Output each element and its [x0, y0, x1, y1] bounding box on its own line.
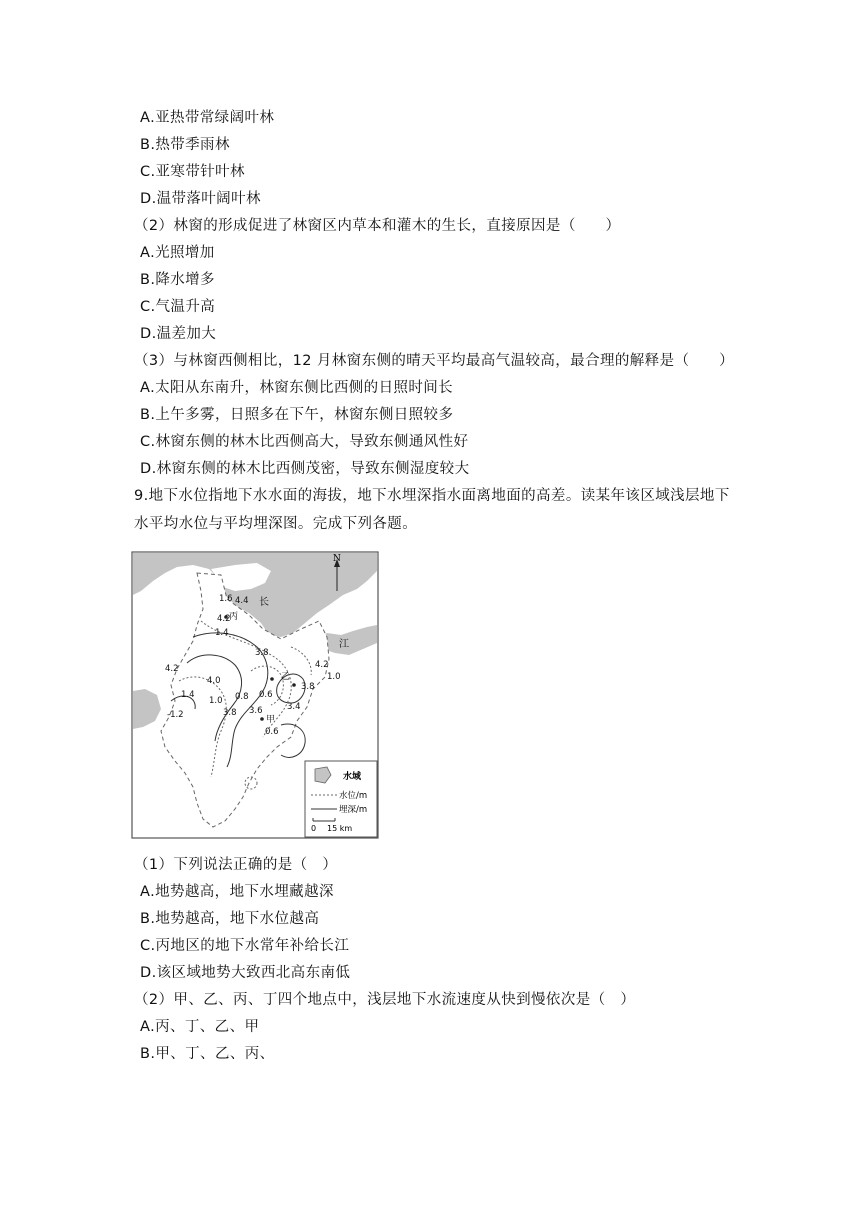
contour-label: 0.6	[265, 727, 279, 737]
legend-level-label: 水位/m	[339, 791, 368, 801]
q8-part2-option-b: B.降水增多	[140, 272, 215, 288]
place-label-yi: 乙	[281, 672, 291, 682]
q8-part3-option-a: A.太阳从东南升，林窗东侧比西侧的日照时间长	[140, 380, 454, 396]
q9-part2-stem: （2）甲、乙、丙、丁四个地点中，浅层地下水流速度从快到慢依次是（ ）	[134, 992, 636, 1008]
contour-label: 3.4	[287, 702, 301, 712]
legend-water-label: 水域	[343, 772, 362, 782]
q8-part2-option-a: A.光照增加	[140, 245, 215, 261]
contour-label: 4.2	[315, 660, 329, 670]
contour-label: 4.4	[235, 596, 249, 606]
legend-depth-label: 埋深/m	[339, 805, 368, 815]
q8-part3-option-c: C.林窗东侧的林木比西侧高大，导致东侧通风性好	[140, 434, 469, 450]
q9-part2-option-b: B.甲、丁、乙、丙、	[140, 1046, 275, 1062]
q8-part2-stem: （2）林窗的形成促进了林窗区内草本和灌木的生长，直接原因是（ ）	[134, 218, 621, 234]
groundwater-map-figure	[131, 551, 379, 839]
q8-part2-option-c: C.气温升高	[140, 299, 216, 315]
q8-part1-option-d: D.温带落叶阔叶林	[140, 191, 261, 207]
map-legend	[305, 761, 377, 837]
q9-part1-option-a: A.地势越高，地下水埋藏越深	[140, 884, 334, 900]
contour-label: 1.4	[215, 628, 229, 638]
q8-part1-option-b: B.热带季雨林	[140, 137, 230, 153]
contour-label: 4.2	[217, 614, 231, 624]
legend-scale-km: 15 km	[327, 824, 353, 833]
place-label-jiang: 江	[339, 639, 349, 650]
contour-label: 3.6	[249, 706, 263, 716]
place-label-chang: 长	[259, 597, 269, 608]
north-label: N	[333, 554, 341, 564]
q9-part1-option-d: D.该区域地势大致西北高东南低	[140, 965, 351, 981]
q8-part3-option-d: D.林窗东侧的林木比西侧茂密，导致东侧湿度较大	[140, 461, 470, 477]
q9-part1-option-c: C.丙地区的地下水常年补给长江	[140, 938, 350, 954]
contour-label: 3.8	[255, 648, 269, 658]
q8-part2-option-d: D.温差加大	[140, 326, 217, 342]
contour-label: 1.0	[209, 696, 223, 706]
contour-label: 1.0	[327, 672, 341, 682]
q9-part2-option-a: A.丙、丁、乙、甲	[140, 1019, 260, 1035]
contour-label: 4.0	[207, 676, 221, 686]
q9-stem-line2: 水平均水位与平均埋深图。完成下列各题。	[134, 516, 418, 532]
q9-part1-option-b: B.地势越高，地下水位越高	[140, 911, 320, 927]
contour-label: 3.8	[301, 682, 315, 692]
contour-label: 4.2	[165, 664, 179, 674]
q8-part3-option-b: B.上午多雾，日照多在下午，林窗东侧日照较多	[140, 407, 454, 423]
contour-label: 1.6	[219, 594, 233, 604]
contour-label: -1.2	[167, 710, 184, 720]
contour-label: 3.8	[223, 708, 237, 718]
contour-label: 1.4	[181, 690, 195, 700]
q8-part1-option-a: A.亚热带常绿阔叶林	[140, 110, 275, 126]
q8-part1-option-c: C.亚寒带针叶林	[140, 164, 245, 180]
contour-label: 0.8	[235, 692, 249, 702]
place-label-jia: 甲	[266, 715, 276, 725]
legend-scale-zero: 0	[311, 824, 317, 833]
place-label-bing: 丙	[229, 612, 239, 622]
contour-label: 0.6	[259, 690, 273, 700]
q9-part1-stem: （1）下列说法正确的是（ ）	[134, 857, 338, 873]
q9-stem-line1: 9.地下水位指地下水水面的海拔，地下水埋深指水面离地面的高差。读某年该区域浅层地下	[134, 488, 730, 504]
q8-part3-stem: （3）与林窗西侧相比，12 月林窗东侧的晴天平均最高气温较高，最合理的解释是（ ）	[134, 353, 735, 369]
